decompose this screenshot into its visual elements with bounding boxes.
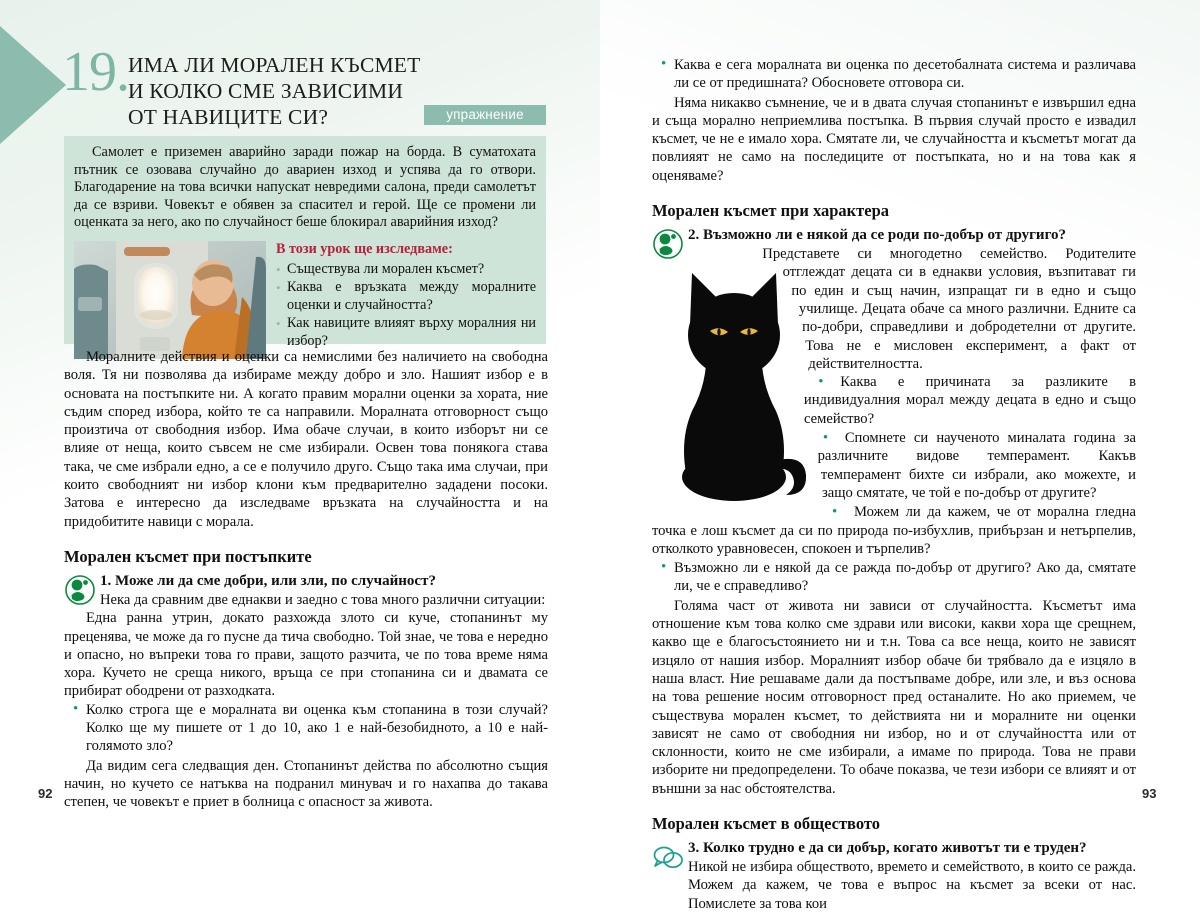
left-column <box>64 348 548 812</box>
list-item-label: Можем ли да кажем, че от морална гледна точка е лош късмет да си по природа по-избухлив, прибързан и нетърпелив, отколкото уравновесен, спокоен и търпелив? <box>652 504 1136 557</box>
section-heading-character: Морален късмет при характера <box>652 201 890 221</box>
left-closing-paragraph: Да видим сега следващия ден. Стопанинът действа по абсолютно същия начин, но кучето се натъква на подранил минувач и го нахапва до такава степен, че човекът е приет в болница с опасност за живота. <box>64 757 548 811</box>
page-number-left: 92 <box>38 786 53 801</box>
bullet-icon: • <box>818 374 824 391</box>
list-item-label: Спомнете си наученото миналата година за различните видове темперамент. Какъв темперамент бихте си избрали, ако можехте, и защо смятате, че той е по-добър от другите? <box>817 430 1136 501</box>
chapter-title-line-3: ОТ НАВИЦИТЕ СИ? <box>128 105 329 129</box>
exercise-badge: упражнение <box>424 105 546 125</box>
section-heading-society: Морален късмет в обществото <box>652 813 881 833</box>
right-top-question-list <box>652 56 1136 93</box>
right-column <box>652 56 1136 913</box>
left-intro-paragraph: Моралните действия и оценки са немислими без наличието на свободна воля. Тя ни позволява да избираме между добро и зло. Нашият избор е в основата на постъпките ни. А когато правим морални оценки за хората, ние съдим според избора, който те са направили. Моралната отговорност също произтича от свободния избор. Има обаче случаи, в които изборът ни се влияе от неща, които съвсем не сме избирали. Освен това понякога става така, че сме избрали едно, а се е получило друго. Също така има случаи, при които свободният ни избор клони към предварително зададени посоки. Затова е интересно да изследваме връзката на случайността и на придобитите навици с морала. <box>64 349 548 530</box>
bullet-icon: • <box>276 316 281 332</box>
question-row-1 <box>64 573 548 590</box>
left-paragraph-dog-story: Една ранна утрин, докато разхожда злото си куче, стопанинът му преценява, че може да го пусне да тича свободно. Той знае, че това е нередно и опасно, но въпреки това го прави, защото разчита, че по това време няма хора. Кучето не среща никого, връща се при стопанина си и двамата се прибират ободрени от разходката. <box>64 610 548 700</box>
bullet-icon: • <box>832 504 838 521</box>
list-item <box>652 56 1136 93</box>
right-paragraph-luck: Голяма част от живота ни зависи от случайността. Късметът има отношение към това колко сме здрави или високи, какви хора ще срещнем, какво ще е благосъстоянието ни и т.н. Това са все неща, които не зависят изцяло от нашия избор. Моралният избор обаче би трябвало да е изцяло в наша власт. Ние решаваме дали да постъпваме добре, или зле, и въз основа на това решение носим отговорност пред останалите. Но ако приемем, че съществува морален късмет, то действията ни и моралните ни оценки зависят не само от свободния ни избор, но и от случайността или от склонности, които не сме избирали, а имаме по природа. Това не прави изборите ни предопределени. То обаче показва, че тези избори се влияят и от външни за нас обстоятелства. <box>652 597 1136 797</box>
section-heading-actions: Морален късмет при постъпките <box>64 546 312 566</box>
right-paragraph-society: Никой не избира обществото, времето и семейството, в които се ражда. Можем да кажем, че това е въпрос на късмет за всеки от нас. Помислете за това кои <box>688 858 1136 912</box>
page-number-right: 93 <box>1142 786 1157 801</box>
lesson-objectives <box>276 241 536 359</box>
lesson-item <box>276 315 536 350</box>
intro-box <box>64 136 546 349</box>
list-item-label: Каква е причината за разликите в индивидуалния морал между децата в едно и също семейство? <box>803 374 1136 427</box>
discussion-head-icon <box>652 228 684 260</box>
left-paragraph-compare: Нека да сравним две еднакви и заедно с това много различни ситуации: <box>100 591 546 608</box>
list-item <box>64 701 548 756</box>
list-item <box>652 503 1136 558</box>
chapter-arrow-icon <box>0 26 66 144</box>
question-1-title: 1. Може ли да сме добри, или зли, по случайност? <box>100 572 436 589</box>
chapter-title-line-2: И КОЛКО СМЕ ЗАВИСИМИ <box>128 79 404 103</box>
lesson-item-label: Как навиците влияят върху моралния ни избор? <box>287 315 536 349</box>
bullet-icon: • <box>661 56 667 72</box>
bullet-icon: • <box>822 430 829 447</box>
list-item-label: Каква е сега моралната ви оценка по десетобалната система и различава ли се от предишната? Обосновете отговора си. <box>674 57 1136 92</box>
chapter-number: 19. <box>62 41 129 103</box>
question-row-3 <box>652 840 1136 857</box>
right-paragraph-family: Представете си многодетно семейство. Родителите отглеждат децата си в еднакви условия, възпитават ги по един и същ начин, изпращат ги в едно и също училище. Децата обаче са много различни. Едните са по-добри, справедливи и добродетелни от другите. Това не е мисловен експеримент, а факт от действителността. <box>762 246 1136 372</box>
bullet-icon: • <box>73 700 79 717</box>
question-3-title: 3. Колко трудно е да си добър, когато животът ти е труден? <box>688 839 1087 856</box>
question-2-title: 2. Възможно ли е някой да се роди по-добър от другиго? <box>688 227 1067 244</box>
right-top-paragraph: Няма никакво съмнение, че и в двата случая стопанинът е извършил една и съща морално неприемлива постъпка. В първия случай просто е извадил късмет, че не е имало хора. Смятате ли, че случайността и късметът могат да повлияят не само на последиците от постъпката, но и на това как я оценяваме? <box>652 94 1136 184</box>
bullet-icon: • <box>276 261 281 277</box>
right-question-list-2 <box>652 373 1136 596</box>
intro-paragraph: Самолет е приземен аварийно заради пожар на борда. В суматохата пътник се озовава случайно до авариен изход и успява да го отвори. Благодарение на това всички напускат невредими салона, преди самолетът да се взриви. Човекът е обявен за спасител и герой. Ще се промени ли оценката за него, ако по случайност беше блокирал аварийния изход? <box>74 144 536 231</box>
lesson-item <box>276 261 536 278</box>
list-item-label: Колко строга ще е моралната ви оценка към стопанина в този случай? Колко ще му пишете от 1 до 10, ако 1 е най-безобидното, а 10 е най-голямото зло? <box>86 701 548 755</box>
lesson-item-label: Съществува ли морален късмет? <box>287 260 485 277</box>
lesson-item <box>276 279 536 314</box>
question-row-2 <box>652 227 1136 244</box>
speech-bubbles-icon <box>652 841 684 873</box>
airplane-window-photo <box>74 241 266 359</box>
list-item <box>652 429 1136 502</box>
list-item-label: Възможно ли е някой да се ражда по-добър от другиго? Ако да, смятате ли, че е справедливо? <box>674 560 1136 595</box>
bullet-icon: • <box>276 280 281 296</box>
list-item <box>652 373 1136 428</box>
bullet-icon: • <box>661 559 667 576</box>
lesson-item-label: Каква е връзката между моралните оценки и случайността? <box>287 279 536 313</box>
list-item <box>652 559 1136 596</box>
discussion-head-icon <box>64 574 96 606</box>
chapter-title-line-1: ИМА ЛИ МОРАЛЕН КЪСМЕТ <box>128 53 421 77</box>
lesson-objectives-heading: В този урок ще изследваме: <box>276 240 453 257</box>
left-question-list <box>64 701 548 756</box>
